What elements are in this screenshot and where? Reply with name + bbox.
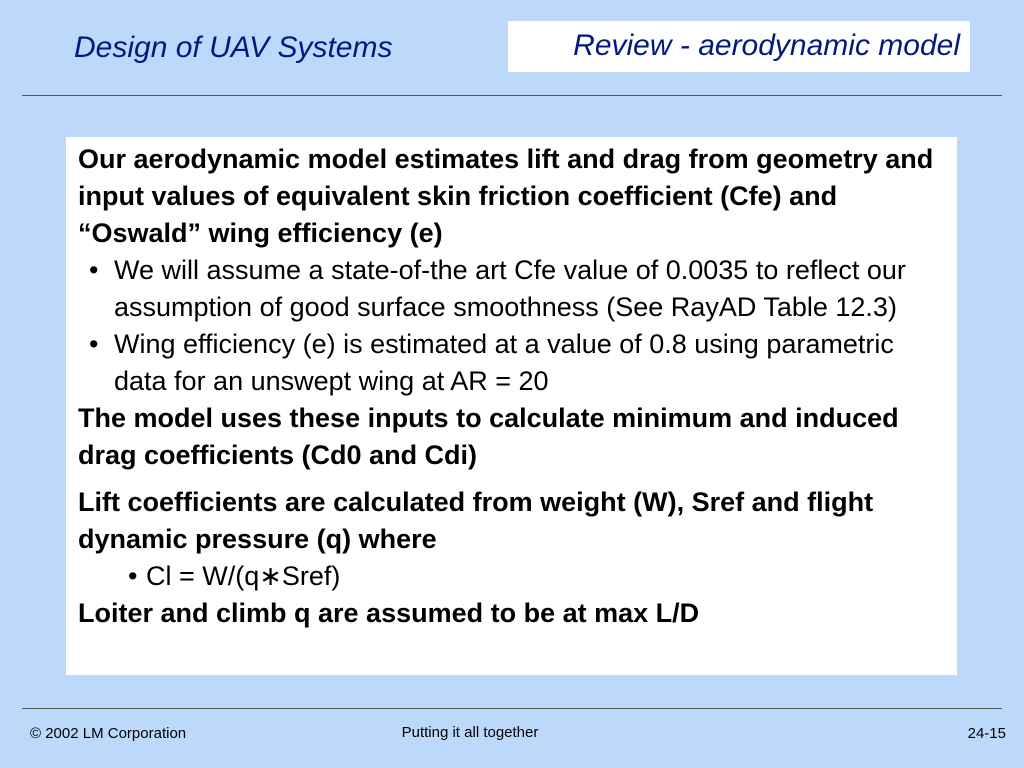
header-divider xyxy=(22,95,1002,96)
paragraph-loiter-climb: Loiter and climb q are assumed to be at max L/D xyxy=(78,598,700,628)
bullet-glyph: • xyxy=(89,255,99,285)
footer-page-number: 24-15 xyxy=(967,725,1006,742)
bullet-cfe xyxy=(78,252,948,326)
topic-title-box xyxy=(508,21,970,72)
bullet-wing-efficiency xyxy=(78,326,948,400)
bullet-glyph: • xyxy=(128,561,138,591)
bullet-cfe-text: We will assume a state-of-the art Cfe value of 0.0035 to reflect our assumption of good surface smoothness (See RayAD Table 12.3) xyxy=(114,255,906,322)
bullet-wing-efficiency-text: Wing efficiency (e) is estimated at a value of 0.8 using parametric data for an unswept wing at AR = 20 xyxy=(114,329,894,396)
footer-section-title: Putting it all together xyxy=(401,724,539,741)
sub-bullet-cl-formula xyxy=(78,558,948,595)
footer-copyright: © 2002 LM Corporation xyxy=(30,725,187,742)
paragraph-lift-coefficients: Lift coefficients are calculated from weight (W), Sref and flight dynamic pressure (q) where xyxy=(78,487,874,554)
content-body xyxy=(78,141,948,632)
course-title: Design of UAV Systems xyxy=(74,31,393,64)
slide-title: Review - aerodynamic model xyxy=(573,29,960,62)
bullet-glyph: • xyxy=(89,329,99,359)
cl-formula-text: Cl = W/(q∗Sref) xyxy=(146,561,341,591)
footer-divider xyxy=(22,708,1002,709)
content-panel xyxy=(66,137,957,675)
paragraph-aero-model: Our aerodynamic model estimates lift and drag from geometry and input values of equivalent skin friction coefficient (Cfe) and “Oswald” wing efficiency (e) xyxy=(78,144,934,248)
paragraph-drag-coefficients: The model uses these inputs to calculate minimum and induced drag coefficients (Cd0 and Cdi) xyxy=(78,403,899,470)
